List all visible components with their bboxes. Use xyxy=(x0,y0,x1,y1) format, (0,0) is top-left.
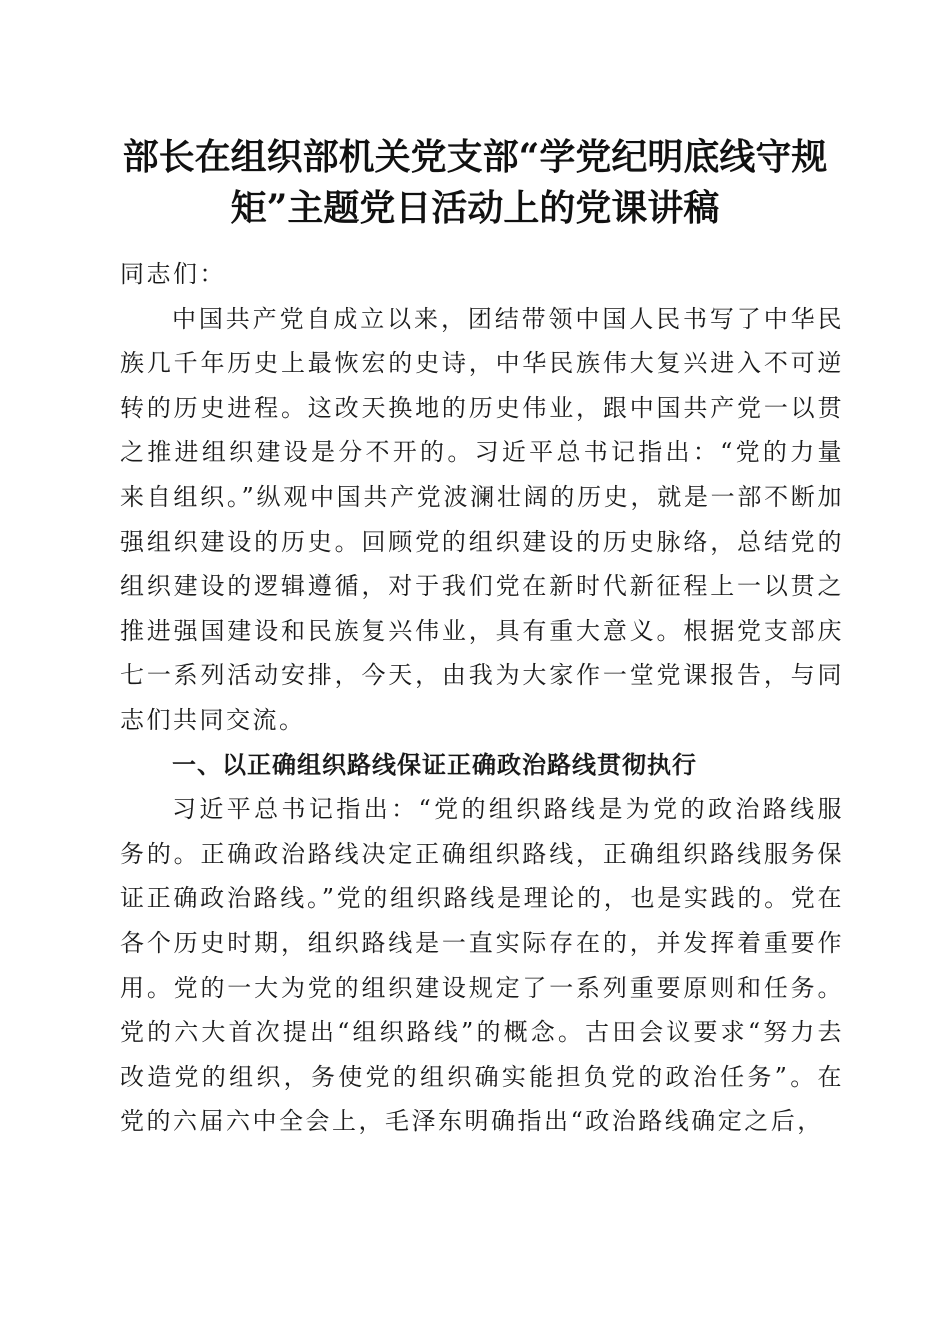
section-1-paragraph: 习近平总书记指出：“党的组织路线是为党的政治路线服务的。正确政治路线决定正确组织路线，正确组织路线服务保证正确政治路线。”党的组织路线是理论的，也是实践的。党在各个历史时期，组织路线是一直实际存在的，并发挥着重要作用。党的一大为党的组织建设规定了一系列重要原则和任务。党的六大首次提出“组织路线”的概念。古田会议要求“努力去改造党的组织，务使党的组织确实能担负党的政治任务”。在党的六届六中全会上，毛泽东明确指出“政治路线确定之后， xyxy=(120,795,844,1136)
document-title xyxy=(110,132,840,234)
title-line-1: 部长在组织部机关党支部“学党纪明底线守规 xyxy=(122,136,828,178)
salutation: 同志们： xyxy=(120,260,226,288)
document-body xyxy=(120,252,844,1144)
title-line-2: 矩”主题党日活动上的党课讲稿 xyxy=(230,187,720,229)
intro-paragraph: 中国共产党自成立以来，团结带领中国人民书写了中华民族几千年历史上最恢宏的史诗，中华民族伟大复兴进入不可逆转的历史进程。这改天换地的历史伟业，跟中国共产党一以贯之推进组织建设是分不开的。习近平总书记指出：“党的力量来自组织。”纵观中国共产党波澜壮阔的历史，就是一部不断加强组织建设的历史。回顾党的组织建设的历史脉络，总结党的组织建设的逻辑遵循，对于我们党在新时代新征程上一以贯之推进强国建设和民族复兴伟业，具有重大意义。根据党支部庆七一系列活动安排，今天，由我为大家作一堂党课报告，与同志们共同交流。 xyxy=(120,304,844,734)
section-1-heading: 一、以正确组织路线保证正确政治路线贯彻执行 xyxy=(172,750,697,779)
